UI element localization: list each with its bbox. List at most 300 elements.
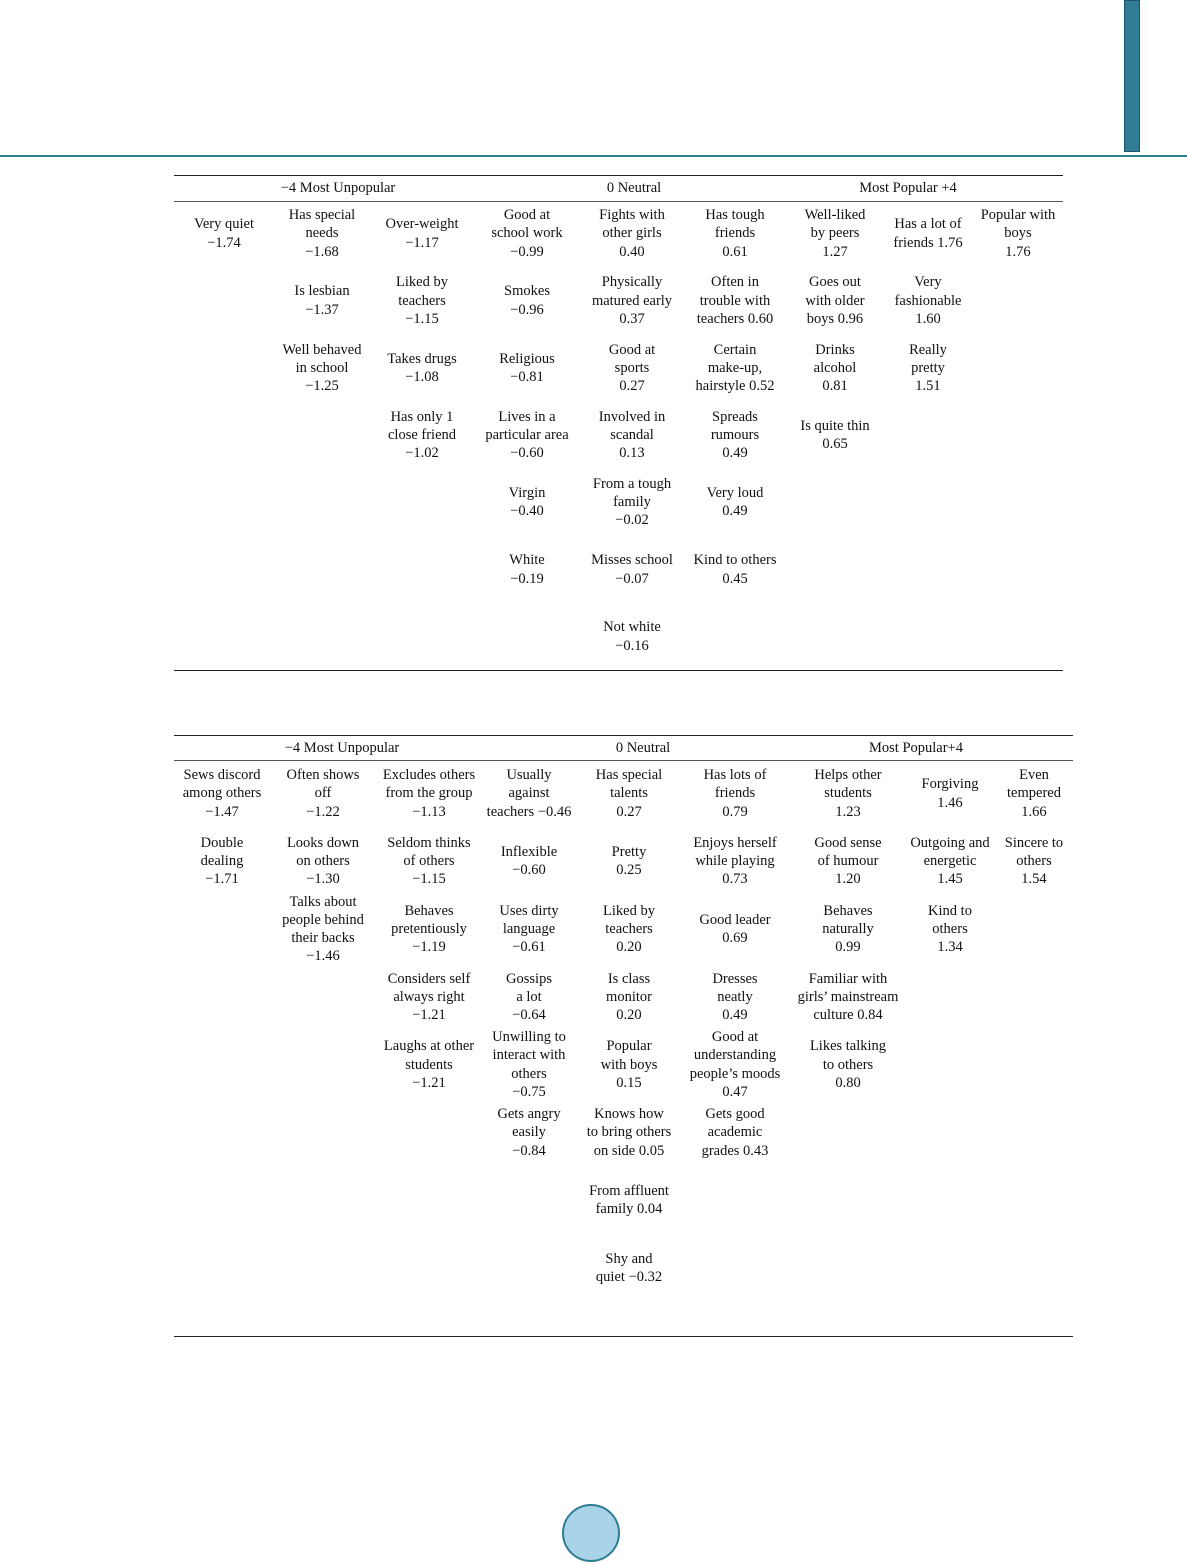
item-label: from the group xyxy=(385,785,473,802)
q-sort-item xyxy=(712,968,757,1025)
item-label: Even xyxy=(1019,767,1049,784)
q-sort-item xyxy=(499,339,555,396)
item-score: −0.61 xyxy=(512,939,546,956)
item-score: −1.22 xyxy=(306,803,340,820)
item-label: Usually xyxy=(506,767,552,784)
q-sort-item xyxy=(592,272,672,329)
q-sort-item xyxy=(287,833,359,890)
item-label: students xyxy=(824,785,872,802)
item-score: 0.79 xyxy=(722,803,748,820)
q-sort-item xyxy=(386,205,459,262)
item-score: −0.75 xyxy=(512,1083,546,1100)
q-sort-item xyxy=(501,833,557,890)
item-score: 0.73 xyxy=(722,871,748,888)
item-score: −1.13 xyxy=(412,803,446,820)
item-score: 1.46 xyxy=(937,794,963,811)
item-score: grades 0.43 xyxy=(701,1142,769,1159)
table-top-rule xyxy=(174,175,1063,176)
q-sort-table-1 xyxy=(174,175,1063,671)
q-sort-item xyxy=(1005,833,1063,890)
item-label: From a tough xyxy=(592,475,672,492)
q-sort-item xyxy=(603,901,655,958)
item-score: −1.21 xyxy=(412,1006,446,1023)
item-score: −1.74 xyxy=(207,234,241,251)
q-sort-item xyxy=(603,608,661,665)
header-neutral: 0 Neutral xyxy=(615,740,671,756)
item-score: friends 1.76 xyxy=(893,234,963,251)
item-label: make-up, xyxy=(707,359,763,376)
item-label: teachers xyxy=(398,292,446,309)
item-score: 0.69 xyxy=(722,930,748,947)
item-label: needs xyxy=(305,225,339,242)
q-sort-item xyxy=(509,474,546,531)
item-score: −1.15 xyxy=(412,871,446,888)
item-label: friends xyxy=(714,225,756,242)
item-label: Seldom thinks xyxy=(387,834,471,851)
q-sort-item xyxy=(922,765,979,822)
item-label: Familiar with xyxy=(808,970,888,987)
item-score: 0.37 xyxy=(619,310,645,327)
item-label: Popular with xyxy=(980,207,1056,224)
item-label: alcohol xyxy=(813,359,857,376)
header-most-popular: Most Popular +4 xyxy=(859,180,957,196)
table-bottom-rule xyxy=(174,1336,1073,1337)
item-score: 1.76 xyxy=(1005,243,1031,260)
item-label: Good sense xyxy=(814,834,882,851)
item-label: friends xyxy=(714,785,756,802)
item-label: Has special xyxy=(288,207,356,224)
q-sort-item xyxy=(384,1036,474,1093)
item-label: pretty xyxy=(911,359,945,376)
item-label: Pretty xyxy=(611,844,647,861)
item-label: Uses dirty xyxy=(499,902,559,919)
q-sort-item xyxy=(396,272,448,329)
item-score: culture 0.84 xyxy=(813,1006,883,1023)
item-label: Very loud xyxy=(706,485,764,502)
item-score: 1.20 xyxy=(835,871,861,888)
item-label: Helps other xyxy=(814,767,882,784)
item-label: Over-weight xyxy=(385,216,459,233)
item-label: neatly xyxy=(717,988,753,1005)
page-number-circle xyxy=(562,1504,620,1562)
item-label: teachers xyxy=(605,920,653,937)
item-label: Smokes xyxy=(504,283,550,300)
item-score: boys 0.96 xyxy=(806,310,864,327)
item-label: Very xyxy=(914,274,942,291)
q-sort-item xyxy=(201,833,244,890)
item-label: dealing xyxy=(200,853,244,870)
item-label: while playing xyxy=(695,853,775,870)
q-sort-item xyxy=(805,272,864,329)
q-sort-item xyxy=(391,901,467,958)
item-score: −1.46 xyxy=(306,948,340,965)
header-neutral: 0 Neutral xyxy=(606,180,662,196)
item-label: Has lots of xyxy=(703,767,767,784)
item-label: Liked by xyxy=(396,274,448,291)
item-label: school work xyxy=(491,225,563,242)
item-score: −0.81 xyxy=(510,368,544,385)
item-label: language xyxy=(502,920,556,937)
item-label: Excludes others xyxy=(382,767,476,784)
item-score: 0.15 xyxy=(616,1074,642,1091)
item-score: −0.07 xyxy=(615,570,649,587)
item-label: with older xyxy=(805,292,865,309)
item-score: 0.80 xyxy=(835,1074,861,1091)
item-label: Behaves xyxy=(823,902,873,919)
q-sort-item xyxy=(822,901,874,958)
item-label: boys xyxy=(1004,225,1032,242)
item-score: −1.08 xyxy=(405,368,439,385)
q-sort-item xyxy=(699,901,770,958)
item-label: Has special xyxy=(595,767,663,784)
item-score: −0.64 xyxy=(512,1006,546,1023)
item-score: −1.68 xyxy=(305,243,339,260)
item-label: other girls xyxy=(602,225,662,242)
item-label: Shy and xyxy=(605,1250,653,1267)
item-score: on side 0.05 xyxy=(593,1142,665,1159)
q-sort-item xyxy=(287,765,360,822)
q-sort-item xyxy=(491,205,562,262)
item-label: of humour xyxy=(817,853,879,870)
item-label: Unwilling to xyxy=(492,1029,566,1046)
q-sort-item xyxy=(388,407,456,464)
item-label: Well-liked xyxy=(804,207,866,224)
item-score: −0.16 xyxy=(615,637,649,654)
item-label: Talks about xyxy=(289,893,357,910)
header-most-unpopular: −4 Most Unpopular xyxy=(284,740,400,756)
q-sort-item xyxy=(387,833,470,890)
item-score: 0.99 xyxy=(835,939,861,956)
q-sort-item xyxy=(591,541,673,598)
item-score: hairstyle 0.52 xyxy=(695,377,775,394)
item-label: monitor xyxy=(606,988,652,1005)
item-score: −1.47 xyxy=(205,803,239,820)
item-label: against xyxy=(508,785,550,802)
q-sort-item xyxy=(689,1029,781,1100)
item-label: close friend xyxy=(387,426,457,443)
item-label: trouble with xyxy=(699,292,771,309)
item-label: understanding xyxy=(693,1047,777,1064)
q-sort-item xyxy=(800,407,869,464)
q-sort-item xyxy=(612,833,647,890)
item-label: easily xyxy=(512,1124,546,1141)
q-sort-item xyxy=(388,968,471,1025)
item-score: 1.66 xyxy=(1021,803,1047,820)
item-label: energetic xyxy=(923,853,977,870)
item-label: Spreads xyxy=(712,408,758,425)
item-score: 0.81 xyxy=(822,377,848,394)
item-label: Dresses xyxy=(712,970,758,987)
item-label: in school xyxy=(295,359,349,376)
item-label: Has tough xyxy=(705,207,765,224)
item-score: −1.37 xyxy=(305,301,339,318)
item-label: Liked by xyxy=(603,902,655,919)
q-sort-item xyxy=(705,205,764,262)
item-label: particular area xyxy=(485,426,569,443)
item-label: Knows how xyxy=(594,1106,664,1123)
item-label: others xyxy=(1016,853,1052,870)
item-score: 0.49 xyxy=(722,503,748,520)
header-rule xyxy=(174,201,1063,202)
item-score: −0.40 xyxy=(510,503,544,520)
item-label: Lives in a xyxy=(498,408,556,425)
item-label: Is lesbian xyxy=(294,283,350,300)
q-sort-item xyxy=(282,893,364,965)
item-label: Gossips xyxy=(506,970,552,987)
item-score: 1.34 xyxy=(937,939,963,956)
item-score: −1.19 xyxy=(412,939,446,956)
item-label: Very quiet xyxy=(194,216,254,233)
item-label: tempered xyxy=(1007,785,1061,802)
header-rule xyxy=(174,760,1073,761)
item-score: 0.25 xyxy=(616,862,642,879)
q-sort-item xyxy=(506,968,552,1025)
item-label: Inflexible xyxy=(500,844,558,861)
q-sort-item xyxy=(485,407,568,464)
item-label: Often in xyxy=(711,274,759,291)
q-sort-item xyxy=(893,205,962,262)
item-score: teachers 0.60 xyxy=(696,310,774,327)
table-bottom-rule xyxy=(174,670,1063,671)
item-label: Enjoys herself xyxy=(693,834,777,851)
q-sort-item xyxy=(928,901,972,958)
item-score: 0.47 xyxy=(722,1083,748,1100)
item-label: girls’ mainstream xyxy=(797,988,899,1005)
item-label: academic xyxy=(707,1124,763,1141)
item-label: Considers self xyxy=(387,970,471,987)
item-score: 0.49 xyxy=(722,445,748,462)
item-score: −0.96 xyxy=(510,301,544,318)
q-sort-item xyxy=(697,272,774,329)
item-label: Double xyxy=(200,834,244,851)
header-color-tab xyxy=(1124,0,1140,152)
item-label: Religious xyxy=(499,350,555,367)
q-sort-item xyxy=(194,205,254,262)
item-label: scandal xyxy=(610,426,654,443)
item-label: Outgoing and xyxy=(910,834,990,851)
item-label: others xyxy=(511,1065,547,1082)
header-rule xyxy=(0,155,1187,157)
q-sort-item xyxy=(609,339,655,396)
item-score: 1.60 xyxy=(915,310,941,327)
q-sort-item xyxy=(587,1104,672,1161)
item-score: −0.84 xyxy=(512,1142,546,1159)
item-label: off xyxy=(314,785,332,802)
item-label: Drinks xyxy=(815,341,855,358)
item-label: Takes drugs xyxy=(387,350,457,367)
item-label: Likes talking xyxy=(809,1038,887,1055)
q-sort-table-2 xyxy=(174,735,1073,1338)
item-label: White xyxy=(509,552,545,569)
item-label: Forgiving xyxy=(921,776,979,793)
q-sort-item xyxy=(593,474,671,531)
item-label: Good at xyxy=(711,1029,759,1046)
item-label: Is quite thin xyxy=(800,417,870,434)
q-sort-item xyxy=(704,765,767,822)
item-label: Has only 1 xyxy=(390,408,454,425)
item-label: Goes out xyxy=(809,274,861,291)
q-sort-item xyxy=(895,272,962,329)
item-label: From affluent xyxy=(589,1183,669,1200)
q-sort-item xyxy=(910,833,989,890)
item-score: −1.30 xyxy=(306,871,340,888)
q-sort-item xyxy=(798,968,899,1025)
item-label: others xyxy=(932,920,968,937)
item-label: their backs xyxy=(291,930,355,947)
item-score: 1.54 xyxy=(1021,871,1047,888)
q-sort-item xyxy=(981,205,1056,262)
item-label: Sincere to xyxy=(1004,834,1064,851)
item-label: Kind to xyxy=(928,902,972,919)
q-sort-item xyxy=(509,541,544,598)
item-label: Is class xyxy=(607,970,651,987)
q-sort-item xyxy=(810,1036,886,1093)
header-most-unpopular: −4 Most Unpopular xyxy=(280,180,396,196)
item-label: Kind to others xyxy=(693,552,777,569)
q-sort-item xyxy=(702,1104,769,1161)
q-sort-item xyxy=(909,339,947,396)
item-score: −0.19 xyxy=(510,570,544,587)
item-score: teachers −0.46 xyxy=(486,803,572,820)
item-label: rumours xyxy=(710,426,760,443)
item-label: Really xyxy=(909,341,947,358)
item-score: quiet −0.32 xyxy=(595,1269,663,1286)
item-score: 1.51 xyxy=(915,377,941,394)
item-score: 0.61 xyxy=(722,243,748,260)
item-score: 0.27 xyxy=(619,377,645,394)
q-sort-item xyxy=(499,901,558,958)
q-sort-item xyxy=(814,765,881,822)
item-label: Looks down xyxy=(286,834,360,851)
item-label: a lot xyxy=(516,988,542,1005)
q-sort-item xyxy=(492,1029,566,1100)
item-score: −1.17 xyxy=(405,234,439,251)
item-label: Often shows xyxy=(286,767,360,784)
item-score: −0.02 xyxy=(615,512,649,529)
item-label: fashionable xyxy=(894,292,962,309)
item-label: pretentiously xyxy=(391,920,467,937)
item-score: 0.27 xyxy=(616,803,642,820)
q-sort-item xyxy=(711,407,759,464)
item-score: −0.60 xyxy=(512,862,546,879)
q-sort-item xyxy=(694,541,777,598)
item-score: −0.60 xyxy=(510,445,544,462)
item-score: −1.02 xyxy=(405,445,439,462)
q-sort-item xyxy=(814,339,857,396)
item-label: Involved in xyxy=(598,408,666,425)
item-score: −0.99 xyxy=(510,243,544,260)
item-label: Virgin xyxy=(508,485,546,502)
item-score: 0.20 xyxy=(616,939,642,956)
q-sort-item xyxy=(387,339,456,396)
item-label: to bring others xyxy=(586,1124,672,1141)
item-label: family xyxy=(613,494,651,511)
item-score: 1.27 xyxy=(822,243,848,260)
item-score: 0.65 xyxy=(822,436,848,453)
q-sort-item xyxy=(696,339,775,396)
q-sort-item xyxy=(814,833,881,890)
item-label: Good at xyxy=(503,207,551,224)
item-score: 0.13 xyxy=(619,445,645,462)
q-sort-item xyxy=(599,205,665,262)
item-label: Good at xyxy=(608,341,656,358)
item-label: Laughs at other xyxy=(383,1038,475,1055)
item-label: talents xyxy=(610,785,648,802)
item-label: with boys xyxy=(600,1056,658,1073)
item-label: on others xyxy=(296,853,350,870)
q-sort-item xyxy=(283,339,362,396)
item-label: naturally xyxy=(822,920,874,937)
item-label: to others xyxy=(822,1056,874,1073)
q-sort-item xyxy=(294,272,349,329)
item-label: Popular xyxy=(606,1038,652,1055)
item-score: 0.49 xyxy=(722,1006,748,1023)
item-label: among others xyxy=(182,785,262,802)
item-label: Certain xyxy=(713,341,757,358)
q-sort-item xyxy=(606,968,652,1025)
item-label: by peers xyxy=(810,225,860,242)
item-label: Misses school xyxy=(591,552,673,569)
item-label: sports xyxy=(614,359,650,376)
q-sort-item xyxy=(693,833,776,890)
q-sort-item xyxy=(805,205,866,262)
q-sort-item xyxy=(599,407,665,464)
item-label: of others xyxy=(403,853,455,870)
item-label: people’s moods xyxy=(689,1065,781,1082)
item-score: 0.40 xyxy=(619,243,645,260)
item-label: Sews discord xyxy=(183,767,261,784)
header-most-popular: Most Popular+4 xyxy=(869,740,963,756)
item-score: 1.45 xyxy=(937,871,963,888)
item-label: Good leader xyxy=(699,911,771,928)
item-label: Behaves xyxy=(404,902,454,919)
item-score: 0.45 xyxy=(722,570,748,587)
q-sort-item xyxy=(183,765,262,822)
item-label: Gets good xyxy=(705,1106,765,1123)
item-label: Physically xyxy=(601,274,663,291)
q-sort-item xyxy=(504,272,550,329)
q-sort-item xyxy=(707,474,764,531)
item-label: people behind xyxy=(282,911,364,928)
item-label: interact with xyxy=(492,1047,566,1064)
q-sort-item xyxy=(383,765,475,822)
item-score: 1.23 xyxy=(835,803,861,820)
q-sort-item xyxy=(601,1036,658,1093)
q-sort-item xyxy=(596,1240,662,1297)
q-sort-item xyxy=(289,205,355,262)
item-label: Gets angry xyxy=(497,1106,561,1123)
q-sort-item xyxy=(487,765,572,822)
item-label: Not white xyxy=(603,619,661,636)
item-score: 0.20 xyxy=(616,1006,642,1023)
item-label: Has a lot of xyxy=(894,216,962,233)
q-sort-item xyxy=(1007,765,1061,822)
item-label: matured early xyxy=(591,292,673,309)
item-label: Well behaved xyxy=(282,341,362,358)
item-score: −1.15 xyxy=(405,310,439,327)
item-score: family 0.04 xyxy=(595,1201,663,1218)
q-sort-item xyxy=(589,1172,669,1229)
item-score: −1.71 xyxy=(205,871,239,888)
item-score: −1.21 xyxy=(412,1074,446,1091)
table-top-rule xyxy=(174,735,1073,736)
item-score: −1.25 xyxy=(305,377,339,394)
item-label: students xyxy=(405,1056,453,1073)
item-label: Fights with xyxy=(599,207,665,224)
item-label: always right xyxy=(393,988,465,1005)
q-sort-item xyxy=(497,1104,560,1161)
q-sort-item xyxy=(596,765,662,822)
